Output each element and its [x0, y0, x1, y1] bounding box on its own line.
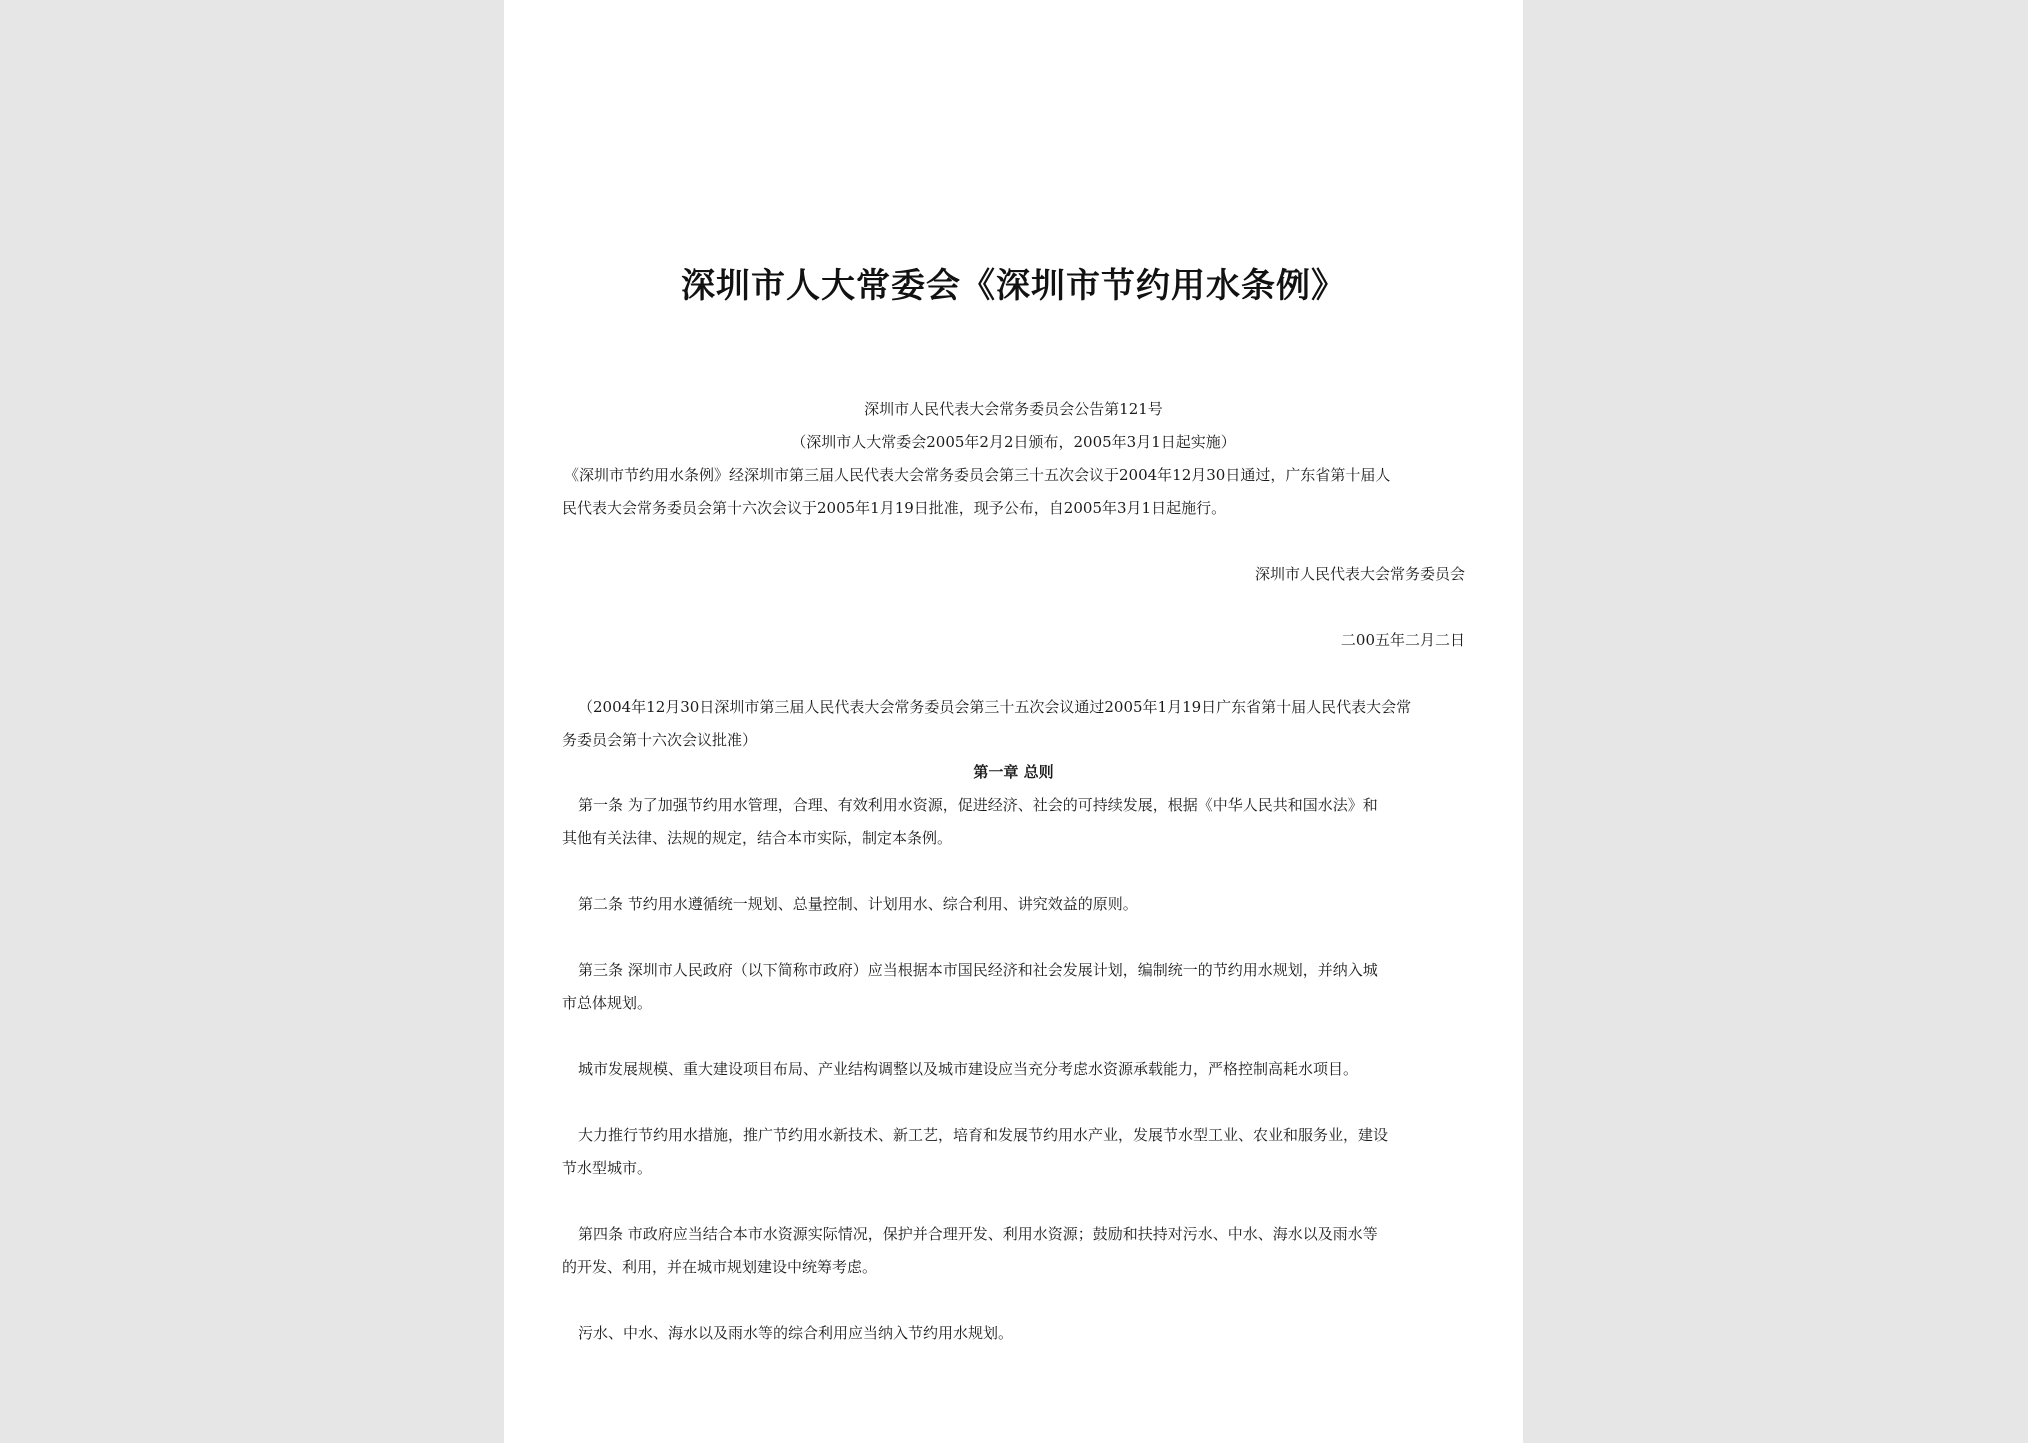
document-page — [504, 0, 1523, 1443]
article-4-line-2: 的开发、利用，并在城市规划建设中统筹考虑。 — [562, 1258, 878, 1276]
article-3-para-2: 城市发展规模、重大建设项目布局、产业结构调整以及城市建设应当充分考虑水资源承载能力，严格控制高耗水项目。 — [578, 1060, 1359, 1078]
article-3-para-3-line-1: 大力推行节约用水措施，推广节约用水新技术、新工艺，培育和发展节约用水产业，发展节水型工业、农业和服务业，建设 — [578, 1126, 1389, 1144]
notice-number: 深圳市人民代表大会常务委员会公告第121号 — [864, 400, 1163, 418]
approval-note-line-2: 务委员会第十六次会议批准） — [562, 731, 758, 749]
article-2-line-1: 第二条 节约用水遵循统一规划、总量控制、计划用水、综合利用、讲究效益的原则。 — [578, 895, 1138, 913]
article-3-line-2: 市总体规划。 — [562, 994, 653, 1012]
chapter-title: 第一章 总则 — [973, 763, 1054, 781]
issue-date: 二00五年二月二日 — [1340, 631, 1465, 649]
article-3-para-3-line-2: 节水型城市。 — [562, 1159, 653, 1177]
promulgation-note: （深圳市人大常委会2005年2月2日颁布，2005年3月1日起实施） — [791, 433, 1236, 451]
approval-note-line-1: （2004年12月30日深圳市第三届人民代表大会常务委员会第三十五次会议通过2005年1月19日广东省第十届人民代表大会常 — [578, 698, 1412, 716]
issuer: 深圳市人民代表大会常务委员会 — [1254, 565, 1465, 583]
article-4-para-2: 污水、中水、海水以及雨水等的综合利用应当纳入节约用水规划。 — [578, 1324, 1014, 1342]
document-title: 深圳市人大常委会《深圳市节约用水条例》 — [681, 266, 1346, 306]
intro-line-2: 民代表大会常务委员会第十六次会议于2005年1月19日批准，现予公布，自2005年3月1日起施行。 — [562, 499, 1227, 517]
article-3-line-1: 第三条 深圳市人民政府（以下简称市政府）应当根据本市国民经济和社会发展计划，编制统一的节约用水规划，并纳入城 — [578, 961, 1378, 979]
article-1-line-2: 其他有关法律、法规的规定，结合本市实际，制定本条例。 — [562, 829, 953, 847]
article-4-line-1: 第四条 市政府应当结合本市水资源实际情况，保护并合理开发、利用水资源；鼓励和扶持对污水、中水、海水以及雨水等 — [578, 1225, 1378, 1243]
article-1-line-1: 第一条 为了加强节约用水管理，合理、有效利用水资源，促进经济、社会的可持续发展，根据《中华人民共和国水法》和 — [578, 796, 1378, 814]
intro-line-1: 《深圳市节约用水条例》经深圳市第三届人民代表大会常务委员会第三十五次会议于2004年12月30日通过，广东省第十届人 — [564, 466, 1391, 484]
